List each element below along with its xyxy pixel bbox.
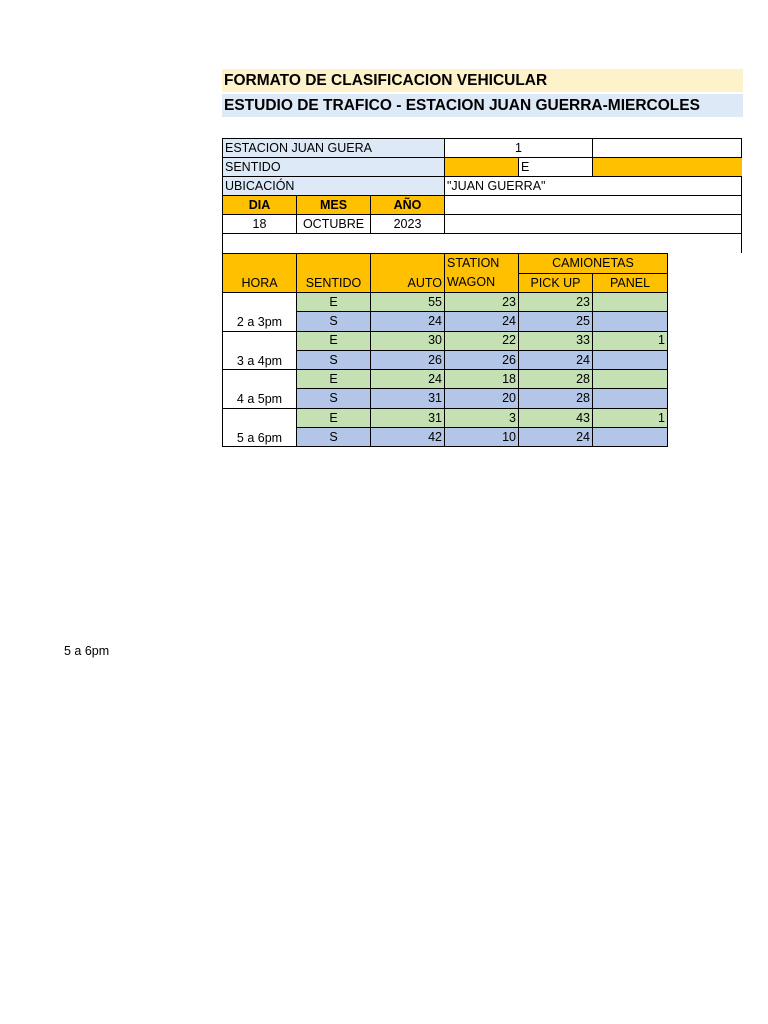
anio-value[interactable]: 2023 xyxy=(371,215,445,234)
pick-up-cell[interactable]: 33 xyxy=(519,331,593,350)
anio-label: AÑO xyxy=(371,196,445,215)
panel-cell[interactable] xyxy=(593,350,668,369)
pick-up-cell[interactable]: 24 xyxy=(519,350,593,369)
auto-cell[interactable]: 42 xyxy=(371,428,445,447)
panel-cell[interactable] xyxy=(593,428,668,447)
info-row-date-headers xyxy=(223,196,742,215)
info-row-sentido xyxy=(223,158,742,177)
estacion-value[interactable]: 1 xyxy=(445,139,593,158)
table-row xyxy=(223,408,668,427)
dia-label: DIA xyxy=(223,196,297,215)
header-station-wagon: STATION WAGON xyxy=(445,254,519,293)
pick-up-cell[interactable]: 23 xyxy=(519,293,593,312)
header-camionetas: CAMIONETAS xyxy=(519,254,668,274)
mes-value[interactable]: OCTUBRE xyxy=(297,215,371,234)
station-wagon-cell[interactable]: 23 xyxy=(445,293,519,312)
header-auto: AUTO xyxy=(371,254,445,293)
auto-cell[interactable]: 24 xyxy=(371,370,445,389)
sentido-cell[interactable]: E xyxy=(297,293,371,312)
estacion-extra-cell[interactable] xyxy=(593,139,742,158)
panel-cell[interactable] xyxy=(593,389,668,408)
hora-cell: 5 a 6pm xyxy=(223,408,297,447)
sentido-label: SENTIDO xyxy=(223,158,445,177)
ubicacion-value[interactable]: "JUAN GUERRA" xyxy=(445,177,742,196)
hora-cell: 2 a 3pm xyxy=(223,293,297,332)
auto-cell[interactable]: 31 xyxy=(371,408,445,427)
pick-up-cell[interactable]: 25 xyxy=(519,312,593,331)
auto-cell[interactable]: 55 xyxy=(371,293,445,312)
panel-cell[interactable] xyxy=(593,293,668,312)
info-row-date-values xyxy=(223,215,742,234)
table-row xyxy=(223,293,668,312)
table-row xyxy=(223,331,668,350)
mes-label: MES xyxy=(297,196,371,215)
header-hora: HORA xyxy=(223,254,297,293)
dia-value[interactable]: 18 xyxy=(223,215,297,234)
info-row-ubicacion xyxy=(223,177,742,196)
sentido-cell[interactable]: E xyxy=(297,370,371,389)
spacer-cell xyxy=(223,234,742,253)
auto-cell[interactable]: 31 xyxy=(371,389,445,408)
auto-cell[interactable]: 30 xyxy=(371,331,445,350)
sentido-orange-extra[interactable] xyxy=(593,158,742,177)
date-header-blank xyxy=(445,196,742,215)
header-sentido: SENTIDO xyxy=(297,254,371,293)
header-panel: PANEL xyxy=(593,273,668,293)
sentido-value[interactable]: E xyxy=(519,158,593,177)
station-wagon-cell[interactable]: 3 xyxy=(445,408,519,427)
auto-cell[interactable]: 24 xyxy=(371,312,445,331)
sentido-cell[interactable]: E xyxy=(297,408,371,427)
station-wagon-cell[interactable]: 24 xyxy=(445,312,519,331)
station-wagon-cell[interactable]: 22 xyxy=(445,331,519,350)
sentido-cell[interactable]: E xyxy=(297,331,371,350)
pick-up-cell[interactable]: 43 xyxy=(519,408,593,427)
auto-cell[interactable]: 26 xyxy=(371,350,445,369)
form-title: FORMATO DE CLASIFICACION VEHICULAR xyxy=(222,69,743,92)
table-row xyxy=(223,370,668,389)
sentido-cell[interactable]: S xyxy=(297,428,371,447)
station-wagon-cell[interactable]: 20 xyxy=(445,389,519,408)
panel-cell[interactable] xyxy=(593,312,668,331)
hora-cell: 4 a 5pm xyxy=(223,370,297,409)
pick-up-cell[interactable]: 28 xyxy=(519,370,593,389)
classification-table xyxy=(222,253,668,447)
panel-cell[interactable]: 1 xyxy=(593,331,668,350)
station-info-table xyxy=(222,138,742,253)
panel-cell[interactable]: 1 xyxy=(593,408,668,427)
station-wagon-cell[interactable]: 26 xyxy=(445,350,519,369)
hora-cell: 3 a 4pm xyxy=(223,331,297,370)
header-row-1 xyxy=(223,254,668,274)
pick-up-cell[interactable]: 28 xyxy=(519,389,593,408)
ubicacion-label: UBICACIÓN xyxy=(223,177,445,196)
sentido-cell[interactable]: S xyxy=(297,350,371,369)
info-row-spacer xyxy=(223,234,742,253)
date-value-blank xyxy=(445,215,742,234)
estacion-label: ESTACION JUAN GUERA xyxy=(223,139,445,158)
stray-hour-label: 5 a 6pm xyxy=(64,644,110,658)
station-wagon-cell[interactable]: 18 xyxy=(445,370,519,389)
sentido-cell[interactable]: S xyxy=(297,389,371,408)
info-row-estacion xyxy=(223,139,742,158)
pick-up-cell[interactable]: 24 xyxy=(519,428,593,447)
sentido-cell[interactable]: S xyxy=(297,312,371,331)
station-wagon-cell[interactable]: 10 xyxy=(445,428,519,447)
panel-cell[interactable] xyxy=(593,370,668,389)
classification-body xyxy=(223,293,668,447)
sentido-orange-cell[interactable] xyxy=(445,158,519,177)
study-title: ESTUDIO DE TRAFICO - ESTACION JUAN GUERRA-MIERCOLES xyxy=(222,94,743,117)
header-pick-up: PICK UP xyxy=(519,273,593,293)
